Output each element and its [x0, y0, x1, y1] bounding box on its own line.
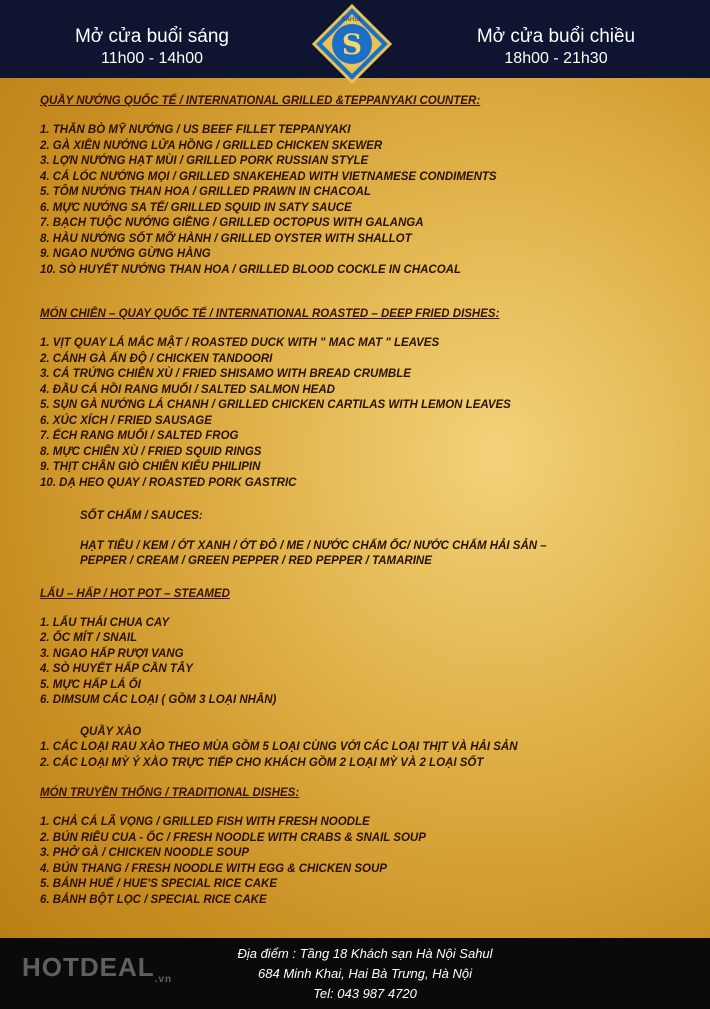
list-item: 1. THĂN BÒ MỸ NƯỚNG / US BEEF FILLET TEPPANYAKI	[40, 124, 351, 136]
list-item: 5. TÔM NƯỚNG THAN HOA / GRILLED PRAWN IN CHACOAL	[40, 186, 371, 198]
evening-hours-block	[426, 26, 686, 70]
footer-bar	[0, 938, 710, 1009]
stirfry-list	[40, 740, 690, 771]
list-item: 4. SÒ HUYẾT HẤP CẦN TÂY	[40, 663, 193, 675]
list-item: 7. ẾCH RANG MUỐI / SALTED FROG	[40, 430, 239, 442]
list-item: 1. LẨU THÁI CHUA CAY	[40, 616, 170, 629]
grilled-list	[40, 123, 690, 278]
stirfry-title: QUẦY XÀO	[80, 725, 142, 738]
watermark-text: HOTDEAL	[22, 952, 155, 982]
fried-section-title: MÓN CHIÊN – QUAY QUỐC TẾ / INTERNATIONAL ROASTED – DEEP FRIED DISHES:	[40, 308, 500, 320]
list-item: 2. CÁNH GÀ ẤN ĐỘ / CHICKEN TANDOORI	[40, 352, 273, 365]
list-item: 10. DẠ HEO QUAY / ROASTED PORK GASTRIC	[40, 476, 297, 489]
sauces-title: SỐT CHẤM / SAUCES:	[80, 510, 203, 522]
list-item: 3. CÁ TRỨNG CHIÊN XÙ / FRIED SHISAMO WITH BREAD CRUMBLE	[40, 368, 411, 380]
header-bar	[0, 0, 710, 78]
list-item: 5. BÁNH HUẾ / HUE'S SPECIAL RICE CAKE	[40, 878, 278, 890]
list-item: 2. ỐC MÍT / SNAIL	[40, 632, 138, 644]
list-item: 4. ĐẦU CÁ HỒI RANG MUỐI / SALTED SALMON HEAD	[40, 383, 335, 396]
hotpot-list	[40, 616, 690, 709]
address-block	[185, 944, 545, 1004]
traditional-list	[40, 815, 690, 908]
list-item: 4. CÁ LÓC NƯỚNG MỌI / GRILLED SNAKEHEAD WITH VIETNAMESE CONDIMENTS	[40, 170, 497, 183]
list-item: 1. CHẢ CÁ LÃ VỌNG / GRILLED FISH WITH FRESH NOODLE	[40, 816, 370, 828]
list-item: 4. BÚN THANG / FRESH NOODLE WITH EGG & CHICKEN SOUP	[40, 862, 387, 875]
list-item: 6. BÁNH BỘT LỌC / SPECIAL RICE CAKE	[40, 893, 267, 906]
list-item: 9. THỊT CHÂN GIÒ CHIÊN KIỂU PHILIPIN	[40, 461, 261, 473]
traditional-section-title: MÓN TRUYỀN THỐNG / TRADITIONAL DISHES:	[40, 787, 300, 799]
list-item: 10. SÒ HUYẾT NƯỚNG THAN HOA / GRILLED BLOOD COCKLE IN CHACOAL	[40, 263, 462, 276]
phone-number: Tel: 043 987 4720	[313, 986, 417, 1001]
list-item: 3. PHỞ GÀ / CHICKEN NOODLE SOUP	[40, 847, 249, 859]
list-item: 3. LỢN NƯỚNG HẠT MÙI / GRILLED PORK RUSSIAN STYLE	[40, 155, 369, 167]
hotpot-section-title: LẨU – HẤP / HOT POT – STEAMED	[40, 587, 230, 600]
sauces-list	[40, 539, 690, 570]
list-item: 2. BÚN RIÊU CUA - ỐC / FRESH NOODLE WITH CRABS & SNAIL SOUP	[40, 831, 426, 844]
hotdeal-watermark	[22, 952, 172, 985]
list-item: 1. VỊT QUAY LÁ MẮC MẬT / ROASTED DUCK WITH " MAC MAT " LEAVES	[40, 337, 440, 349]
grilled-section-title: QUẦY NƯỚNG QUỐC TẾ / INTERNATIONAL GRILLED &TEPPANYAKI COUNTER:	[40, 95, 481, 107]
evening-hours: 18h00 - 21h30	[504, 50, 608, 67]
logo-letter: S	[341, 28, 363, 61]
morning-hours: 11h00 - 14h00	[100, 50, 203, 67]
morning-title: Mở cửa buổi sáng	[74, 26, 230, 47]
menu-content	[40, 95, 690, 908]
sahul-logo	[312, 4, 392, 84]
list-item: 9. NGAO NƯỚNG GỪNG HÀNG	[40, 248, 211, 260]
list-item: 3. NGAO HẤP RƯỢI VANG	[40, 647, 184, 660]
list-item: 6. MỰC NƯỚNG SA TẾ/ GRILLED SQUID IN SATY SAUCE	[40, 201, 352, 214]
list-item: 8. HÀU NƯỚNG SỐT MỠ HÀNH / GRILLED OYSTER WITH SHALLOT	[40, 232, 412, 245]
list-item: 5. MỰC HẤP LÁ ỔI	[40, 678, 141, 691]
list-item: 2. CÁC LOẠI MỲ Ý XÀO TRỰC TIẾP CHO KHÁCH GỒM 2 LOẠI MỲ VÀ 2 LOẠI SỐT	[40, 756, 484, 769]
list-item: 6. DIMSUM CÁC LOẠI ( GỒM 3 LOẠI NHÂN)	[40, 694, 277, 706]
watermark-suffix: .vn	[154, 974, 173, 986]
morning-hours-block	[22, 26, 282, 70]
fried-list	[40, 336, 690, 491]
list-item: 7. BẠCH TUỘC NƯỚNG GIỀNG / GRILLED OCTOPUS WITH GALANGA	[40, 217, 424, 229]
list-item: 8. MỰC CHIÊN XÙ / FRIED SQUID RINGS	[40, 445, 262, 458]
address-line-1: Địa điểm : Tầng 18 Khách sạn Hà Nội Sahul	[237, 946, 493, 961]
list-item: 2. GÀ XIÊN NƯỚNG LỬA HỒNG / GRILLED CHICKEN SKEWER	[40, 139, 383, 152]
list-item: 5. SỤN GÀ NƯỚNG LÁ CHANH / GRILLED CHICKEN CARTILAS WITH LEMON LEAVES	[40, 399, 511, 411]
sauces-line-2: PEPPER / CREAM / GREEN PEPPER / RED PEPPER / TAMARINE	[80, 555, 432, 567]
evening-title: Mở cửa buổi chiều	[476, 26, 636, 47]
list-item: 1. CÁC LOẠI RAU XÀO THEO MÙA GỒM 5 LOẠI CÙNG VỚI CÁC LOẠI THỊT VÀ HẢI SẢN	[40, 741, 518, 753]
sauces-line-1: HẠT TIÊU / KEM / ỚT XANH / ỚT ĐỎ / ME / NƯỚC CHẤM ỐC/ NƯỚC CHẤM HẢI SẢN –	[80, 539, 547, 552]
logo-text: SAHUL	[341, 16, 363, 23]
address-line-2: 684 Minh Khai, Hai Bà Trưng, Hà Nội	[258, 966, 472, 981]
list-item: 6. XÚC XÍCH / FRIED SAUSAGE	[40, 414, 212, 427]
